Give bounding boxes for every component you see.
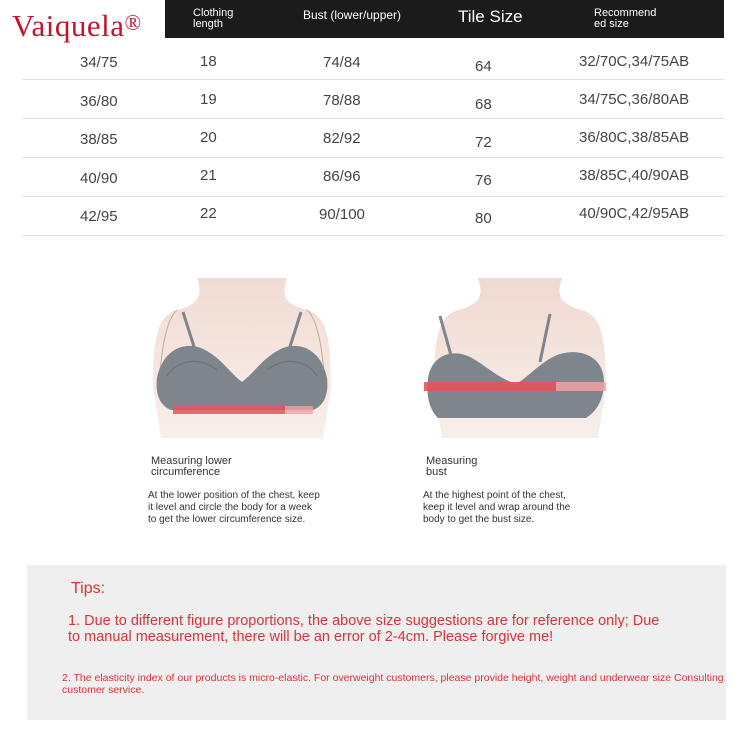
tip-item-1: 1. Due to different figure proportions, the above size suggestions are for reference only; Due to manual measurement, there will be an error of 2-4cm. Please forgive me! bbox=[68, 613, 660, 645]
tip-item-2: 2. The elasticity index of our products is micro-elastic. For overweight customers, please provide height, weight and underwear size Consulting customer service. bbox=[62, 672, 724, 696]
cell-tile-size: 72 bbox=[475, 134, 492, 151]
cell-tile-size: 80 bbox=[475, 210, 492, 227]
caption-line: circumference bbox=[151, 466, 221, 478]
table-row bbox=[22, 158, 724, 197]
brand-logo bbox=[12, 8, 142, 44]
brand-name: Vaiquela bbox=[12, 8, 125, 43]
table-row bbox=[22, 80, 724, 119]
cell-bust: 90/100 bbox=[319, 206, 365, 223]
cell-clothing-length: 18 bbox=[200, 53, 217, 70]
cell-clothing-length: 19 bbox=[200, 91, 217, 108]
header-line: length bbox=[193, 18, 223, 30]
lower-measure-instructions bbox=[148, 490, 320, 526]
lower-measure-title bbox=[151, 456, 232, 478]
bust-measure-instructions bbox=[423, 490, 570, 526]
caption-line: it level and circle the body for a week bbox=[148, 502, 312, 513]
cell-band: 38/85 bbox=[80, 131, 118, 148]
table-row bbox=[22, 119, 724, 158]
lower-circumference-illustration bbox=[137, 278, 347, 443]
header-bust: Bust (lower/upper) bbox=[303, 8, 402, 22]
caption-line: Measuring bbox=[426, 455, 478, 467]
caption-line: At the lower position of the chest, keep bbox=[148, 490, 320, 501]
cell-bust: 78/88 bbox=[323, 92, 361, 109]
header-tile-size: Tile Size bbox=[458, 7, 523, 26]
header-line: Clothing bbox=[193, 7, 234, 19]
header-line: ed size bbox=[594, 18, 629, 30]
cell-clothing-length: 22 bbox=[200, 205, 217, 222]
bust-measure-title bbox=[426, 456, 477, 478]
table-row bbox=[22, 41, 724, 80]
cell-band: 42/95 bbox=[80, 208, 118, 225]
registered-mark: ® bbox=[124, 10, 142, 35]
cell-clothing-length: 21 bbox=[200, 167, 217, 184]
tips-title: Tips: bbox=[71, 580, 106, 597]
cell-bust: 86/96 bbox=[323, 168, 361, 185]
header-recommended-size bbox=[594, 8, 656, 30]
bust-measurement-illustration bbox=[420, 278, 620, 443]
caption-line: to get the lower circumference size. bbox=[148, 514, 306, 525]
cell-recommended: 32/70C,34/75AB bbox=[579, 53, 690, 70]
cell-tile-size: 68 bbox=[475, 96, 492, 113]
cell-band: 36/80 bbox=[80, 93, 118, 110]
cell-recommended: 36/80C,38/85AB bbox=[579, 129, 690, 146]
cell-band: 40/90 bbox=[80, 170, 118, 187]
cell-bust: 74/84 bbox=[323, 54, 361, 71]
header-line: Recommend bbox=[594, 7, 657, 19]
caption-line: body to get the bust size. bbox=[423, 514, 535, 525]
header-clothing-length bbox=[193, 8, 233, 30]
cell-recommended: 40/90C,42/95AB bbox=[579, 205, 690, 222]
cell-clothing-length: 20 bbox=[200, 129, 217, 146]
table-row bbox=[22, 197, 724, 236]
cell-tile-size: 64 bbox=[475, 58, 492, 75]
caption-line: bust bbox=[426, 466, 447, 478]
cell-recommended: 34/75C,36/80AB bbox=[579, 91, 690, 108]
caption-line: keep it level and wrap around the bbox=[423, 502, 571, 513]
cell-band: 34/75 bbox=[80, 54, 118, 71]
cell-bust: 82/92 bbox=[323, 130, 361, 147]
cell-tile-size: 76 bbox=[475, 172, 492, 189]
caption-line: Measuring lower bbox=[151, 455, 232, 467]
caption-line: At the highest point of the chest, bbox=[423, 490, 566, 501]
cell-recommended: 38/85C,40/90AB bbox=[579, 167, 690, 184]
